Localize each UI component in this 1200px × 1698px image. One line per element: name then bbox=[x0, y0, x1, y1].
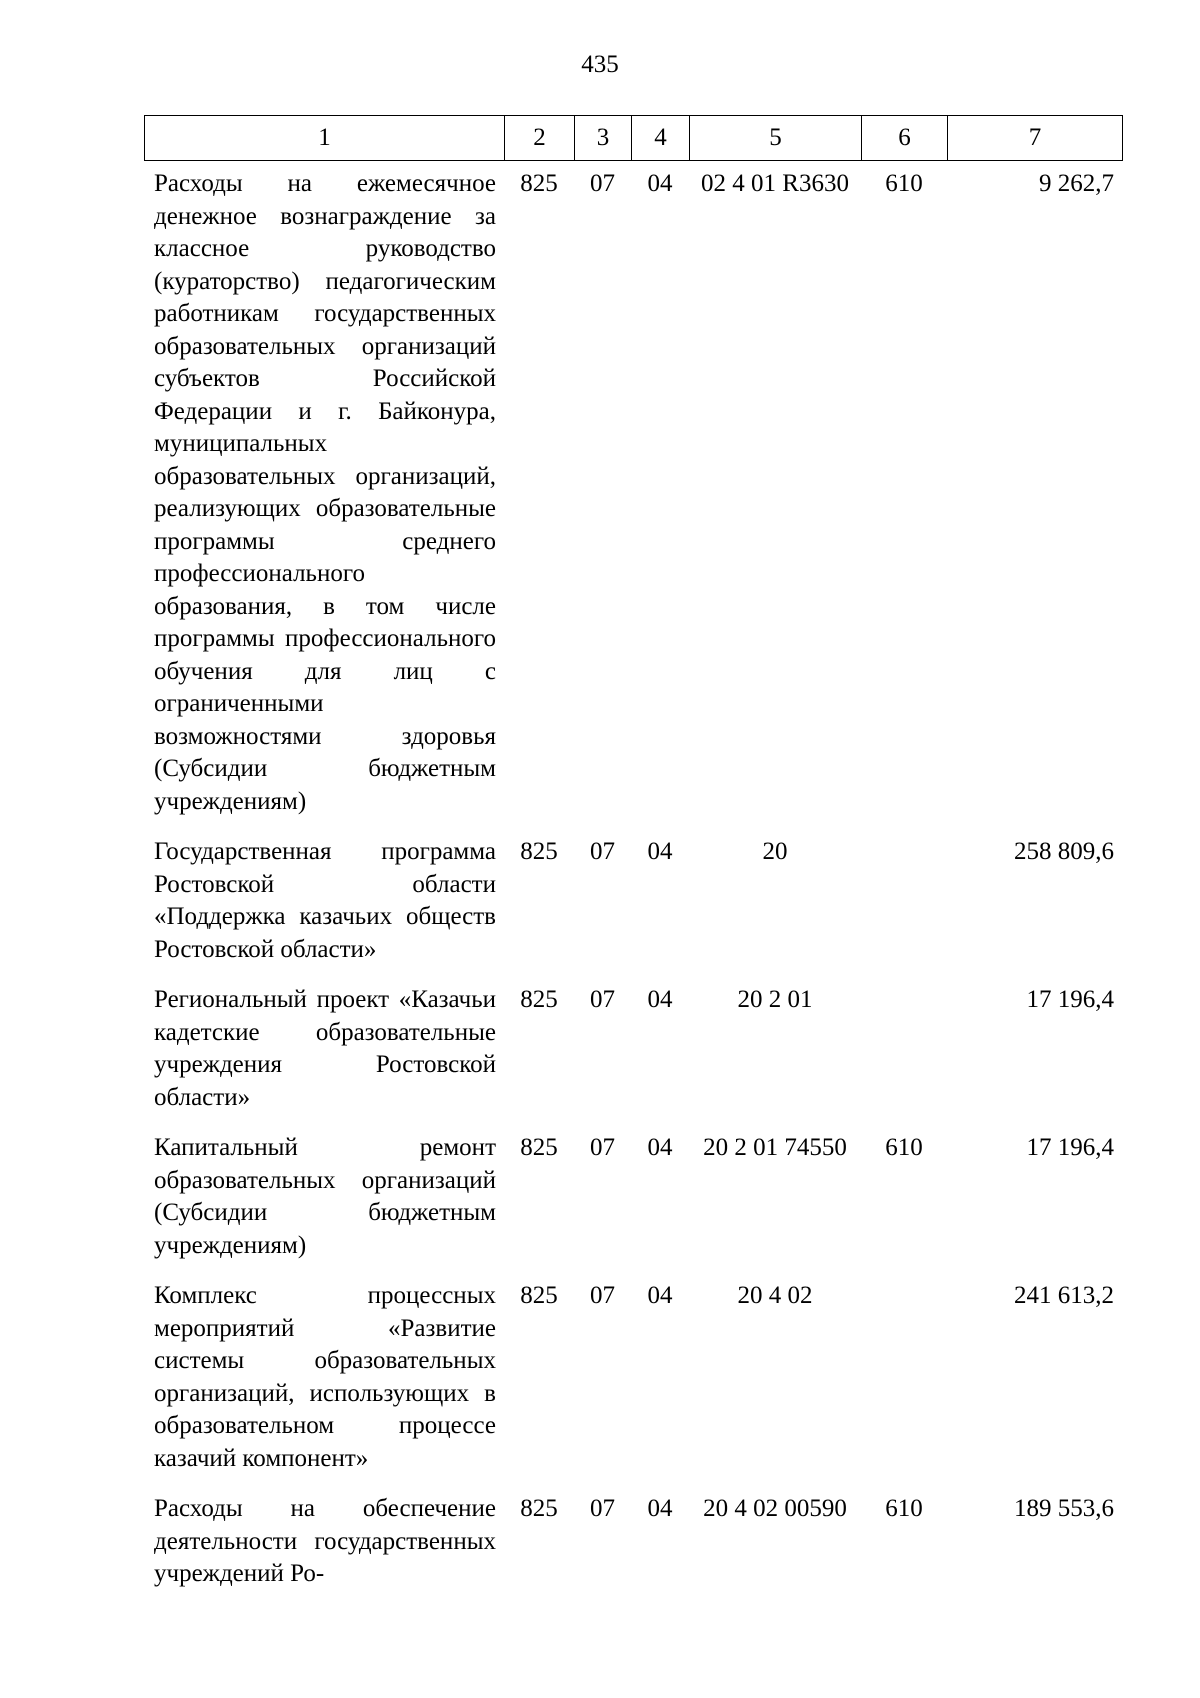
header-col-2: 2 bbox=[505, 116, 575, 161]
row-description: Государственная программа Ростовской области «Поддержка казачьих обществ Ростовской области» bbox=[154, 838, 496, 963]
header-col-4: 4 bbox=[632, 116, 690, 161]
row-section-code: 07 bbox=[590, 1495, 615, 1522]
table-row bbox=[144, 1274, 1122, 1487]
row-subsection-code: 04 bbox=[647, 986, 673, 1013]
row-subsection-code: 04 bbox=[647, 1134, 673, 1161]
row-section-code: 07 bbox=[590, 838, 615, 865]
row-section-code: 07 bbox=[590, 170, 615, 197]
header-col-3: 3 bbox=[575, 116, 632, 161]
header-col-5: 5 bbox=[690, 116, 862, 161]
budget-table-body bbox=[144, 162, 1122, 1603]
row-expense-type bbox=[861, 1274, 947, 1487]
row-amount: 241 613,2 bbox=[1014, 1282, 1114, 1309]
header-col-6: 6 bbox=[862, 116, 948, 161]
row-description: Капитальный ремонт образовательных организаций (Субсидии бюджетным учреждениям) bbox=[154, 1134, 496, 1259]
row-amount: 258 809,6 bbox=[1014, 838, 1114, 865]
page-number: 435 bbox=[581, 51, 619, 78]
row-expense-type: 610 bbox=[885, 170, 923, 197]
table-row bbox=[144, 1126, 1122, 1274]
row-target-code: 20 4 02 bbox=[737, 1282, 813, 1309]
row-amount: 189 553,6 bbox=[1014, 1495, 1114, 1522]
row-ministry-code: 825 bbox=[520, 1495, 558, 1522]
row-ministry-code: 825 bbox=[520, 170, 558, 197]
row-expense-type: 610 bbox=[885, 1134, 923, 1161]
row-section-code: 07 bbox=[590, 1134, 615, 1161]
row-ministry-code: 825 bbox=[520, 838, 558, 865]
row-target-code: 20 bbox=[762, 838, 788, 865]
row-ministry-code: 825 bbox=[520, 1282, 558, 1309]
column-number-header bbox=[144, 115, 1123, 161]
table-row bbox=[144, 978, 1122, 1126]
row-ministry-code: 825 bbox=[520, 1134, 558, 1161]
row-subsection-code: 04 bbox=[647, 838, 673, 865]
row-ministry-code: 825 bbox=[520, 986, 558, 1013]
row-target-code: 20 2 01 bbox=[737, 986, 813, 1013]
row-description: Расходы на обеспечение деятельности государственных учреждений Ро- bbox=[154, 1495, 496, 1587]
table-row bbox=[144, 1487, 1122, 1603]
row-description: Региональный проект «Казачьи кадетские образовательные учреждения Ростовской области» bbox=[154, 986, 496, 1111]
row-section-code: 07 bbox=[590, 1282, 615, 1309]
row-description: Комплекс процессных мероприятий «Развитие системы образовательных организаций, использующих в образовательном процессе казачий компонент» bbox=[154, 1282, 496, 1472]
row-amount: 9 262,7 bbox=[1039, 170, 1114, 197]
row-expense-type bbox=[861, 978, 947, 1126]
row-section-code: 07 bbox=[590, 986, 615, 1013]
row-subsection-code: 04 bbox=[647, 1282, 673, 1309]
row-target-code: 20 4 02 00590 bbox=[703, 1495, 847, 1522]
row-description: Расходы на ежемесячное денежное вознаграждение за классное руководство (кураторство) педагогическим работникам государственных образовательных организаций субъектов Российской Федерации и г. Байконура, муниципальных образовательных организаций, реализующих образовательные программы среднего профессионального образования, в том числе программы профессионального обучения для лиц с ограниченными возможностями здоровья (Субсидии бюджетным учреждениям) bbox=[154, 170, 496, 815]
header-col-1: 1 bbox=[145, 116, 505, 161]
row-target-code: 02 4 01 R3630 bbox=[701, 170, 849, 197]
table-row bbox=[144, 162, 1122, 830]
header-col-7: 7 bbox=[948, 116, 1123, 161]
row-subsection-code: 04 bbox=[647, 170, 673, 197]
table-row bbox=[144, 830, 1122, 978]
row-expense-type: 610 bbox=[885, 1495, 923, 1522]
row-target-code: 20 2 01 74550 bbox=[703, 1134, 847, 1161]
row-amount: 17 196,4 bbox=[1026, 986, 1114, 1013]
row-subsection-code: 04 bbox=[647, 1495, 673, 1522]
row-amount: 17 196,4 bbox=[1026, 1134, 1114, 1161]
row-expense-type bbox=[861, 830, 947, 978]
header-row bbox=[145, 116, 1123, 161]
